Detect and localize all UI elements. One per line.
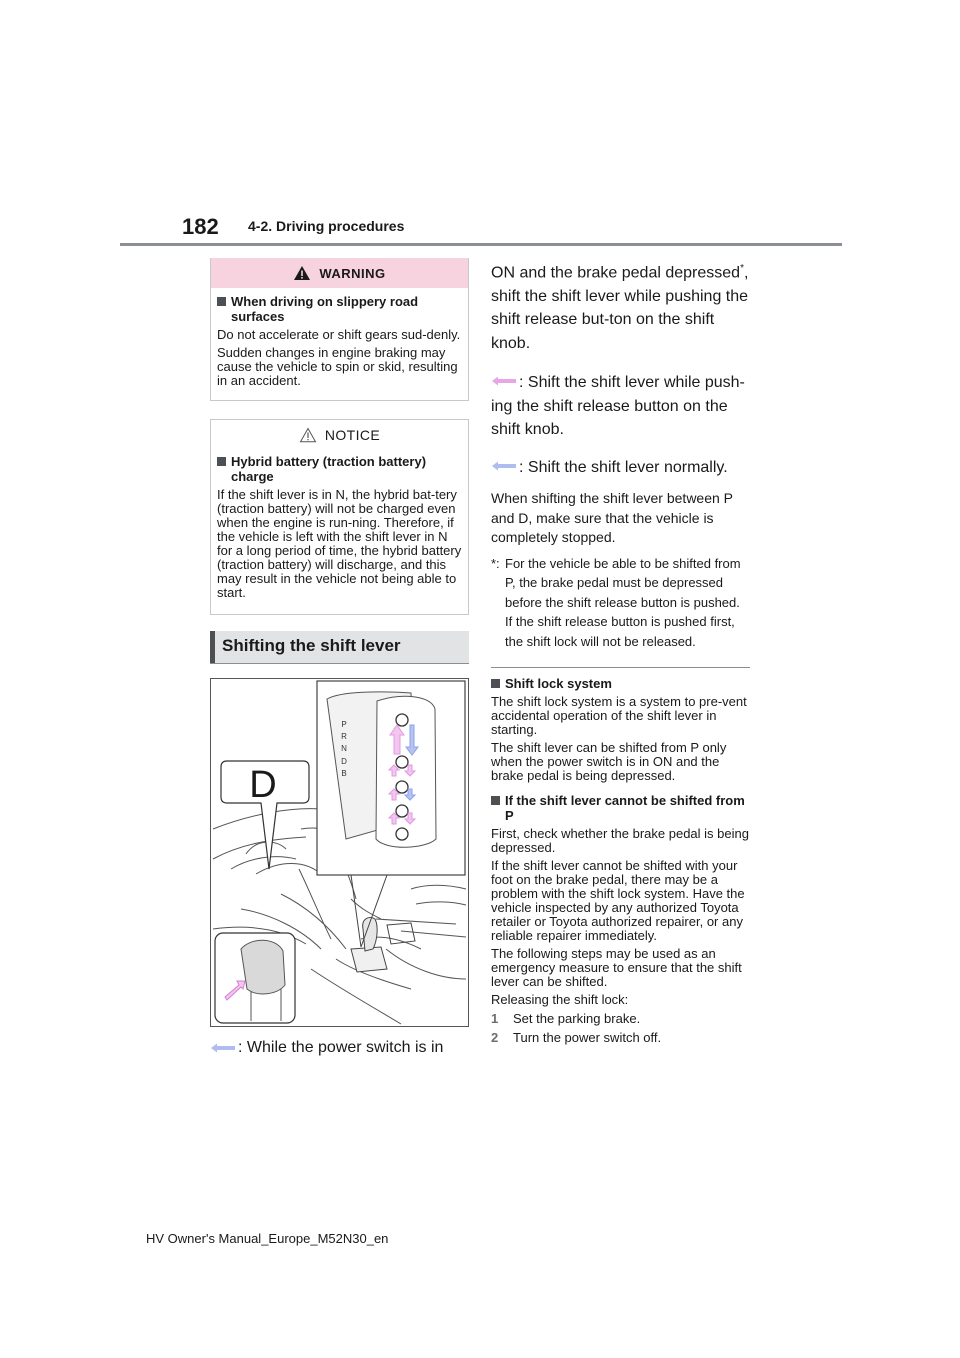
page-footer: HV Owner's Manual_Europe_M52N30_en bbox=[146, 1231, 389, 1246]
warning-paragraph: Do not accelerate or shift gears sud-denly. bbox=[217, 327, 461, 342]
square-bullet-icon bbox=[491, 796, 500, 805]
step-item bbox=[491, 1009, 750, 1028]
gear-label-d: D bbox=[341, 757, 347, 766]
notice-body bbox=[211, 450, 468, 614]
blue-arrow-icon bbox=[210, 1043, 236, 1053]
shift-note: When shifting the shift lever between P and D, make sure that the vehicle is completely stopped. bbox=[491, 490, 733, 546]
left-column bbox=[210, 258, 469, 1057]
warning-body bbox=[211, 288, 468, 400]
shift-lock-paragraph: The shift lever can be shifted from P only when the power switch is in ON and the brake pedal is being depressed. bbox=[491, 740, 727, 784]
cannot-shift-paragraph: First, check whether the brake pedal is being depressed. bbox=[491, 826, 749, 856]
step-number: 1 bbox=[491, 1011, 499, 1027]
gear-label-r: R bbox=[341, 732, 347, 741]
warning-title: WARNING bbox=[319, 265, 386, 281]
caution-outline-icon bbox=[299, 427, 317, 443]
shift-lever-illustration bbox=[210, 678, 469, 1027]
warning-header bbox=[211, 258, 468, 288]
gear-label-p: P bbox=[341, 720, 347, 729]
square-bullet-icon bbox=[217, 297, 226, 306]
title-accent-bar bbox=[210, 631, 215, 663]
step-number: 2 bbox=[491, 1030, 499, 1046]
notice-subhead: Hybrid battery (traction battery) charge bbox=[217, 454, 462, 484]
step-item bbox=[491, 1028, 750, 1047]
cannot-shift-paragraph: The following steps may be used as an emergency measure to ensure that the shift lever can be shifted. bbox=[491, 946, 742, 990]
page-header bbox=[0, 0, 960, 250]
gear-label-n: N bbox=[341, 744, 347, 753]
warning-triangle-icon bbox=[293, 265, 311, 281]
cannot-shift-paragraph: Releasing the shift lock: bbox=[491, 992, 629, 1008]
footnote bbox=[491, 554, 750, 652]
square-bullet-icon bbox=[491, 679, 500, 688]
d-callout-letter: D bbox=[249, 764, 277, 806]
header-rule bbox=[120, 243, 842, 246]
footnote-marker: * bbox=[740, 263, 744, 274]
notice-title: NOTICE bbox=[324, 427, 381, 443]
blue-arrow-caption: : Shift the shift lever normally. bbox=[491, 456, 750, 480]
notice-header bbox=[211, 420, 468, 450]
notice-paragraph: If the shift lever is in N, the hybrid bat-tery (traction battery) will not be charged even when the engine is run-ning. Therefore, if the vehicle is left with the shift lever in N for a long period of time, the hybrid battery (traction battery) will discharge, and this may result in the vehicle not being able to start. bbox=[217, 487, 462, 600]
footnote-text: For the vehicle be able to be shifted from P, the brake pedal must be depressed before the shift release button is pushed. If the shift release button is pushed first, the shift lock will not be released. bbox=[505, 555, 741, 649]
shift-lock-title: Shift lock system bbox=[491, 676, 750, 691]
pink-arrow-caption: : Shift the shift lever while push-ing the shift release button on the shift knob. bbox=[491, 374, 745, 439]
warning-paragraph: Sudden changes in engine braking may cause the vehicle to spin or skid, resulting in an accident. bbox=[217, 345, 458, 388]
shift-section-title: Shifting the shift lever bbox=[210, 631, 469, 664]
caption-power-switch: : While the power switch is in bbox=[210, 1039, 469, 1057]
blue-arrow-icon bbox=[491, 461, 517, 471]
gear-label-b: B bbox=[341, 769, 347, 778]
right-column bbox=[491, 258, 750, 1047]
notice-box bbox=[210, 419, 469, 615]
warning-box bbox=[210, 258, 469, 401]
square-bullet-icon bbox=[217, 457, 226, 466]
footnote-label: *: bbox=[491, 555, 500, 571]
shift-lock-paragraph: The shift lock system is a system to pre-vent accidental operation of the shift lever in starting. bbox=[491, 694, 747, 738]
pink-arrow-icon bbox=[491, 376, 517, 386]
step-text: Turn the power switch off. bbox=[513, 1030, 662, 1046]
cannot-shift-paragraph: If the shift lever cannot be shifted with your foot on the brake pedal, there may be a problem with the shift lock system. Have the vehicle inspected by any authorized Toyota retailer or Toyota authorized repairer, or any reliable repairer immediately. bbox=[491, 858, 745, 944]
section-title: 4-2. Driving procedures bbox=[248, 218, 405, 234]
cannot-shift-title: If the shift lever cannot be shifted from P bbox=[491, 793, 750, 823]
page-number: 182 bbox=[182, 214, 219, 239]
shift-lever-drawing bbox=[211, 679, 468, 1026]
step-text: Set the parking brake. bbox=[513, 1011, 641, 1027]
right-divider bbox=[491, 667, 750, 668]
shift-instruction: ON and the brake pedal depressed*, shift the shift lever while pushing the shift release but-ton on the shift knob. bbox=[491, 263, 749, 352]
warning-subhead: When driving on slippery road surfaces bbox=[217, 294, 462, 324]
